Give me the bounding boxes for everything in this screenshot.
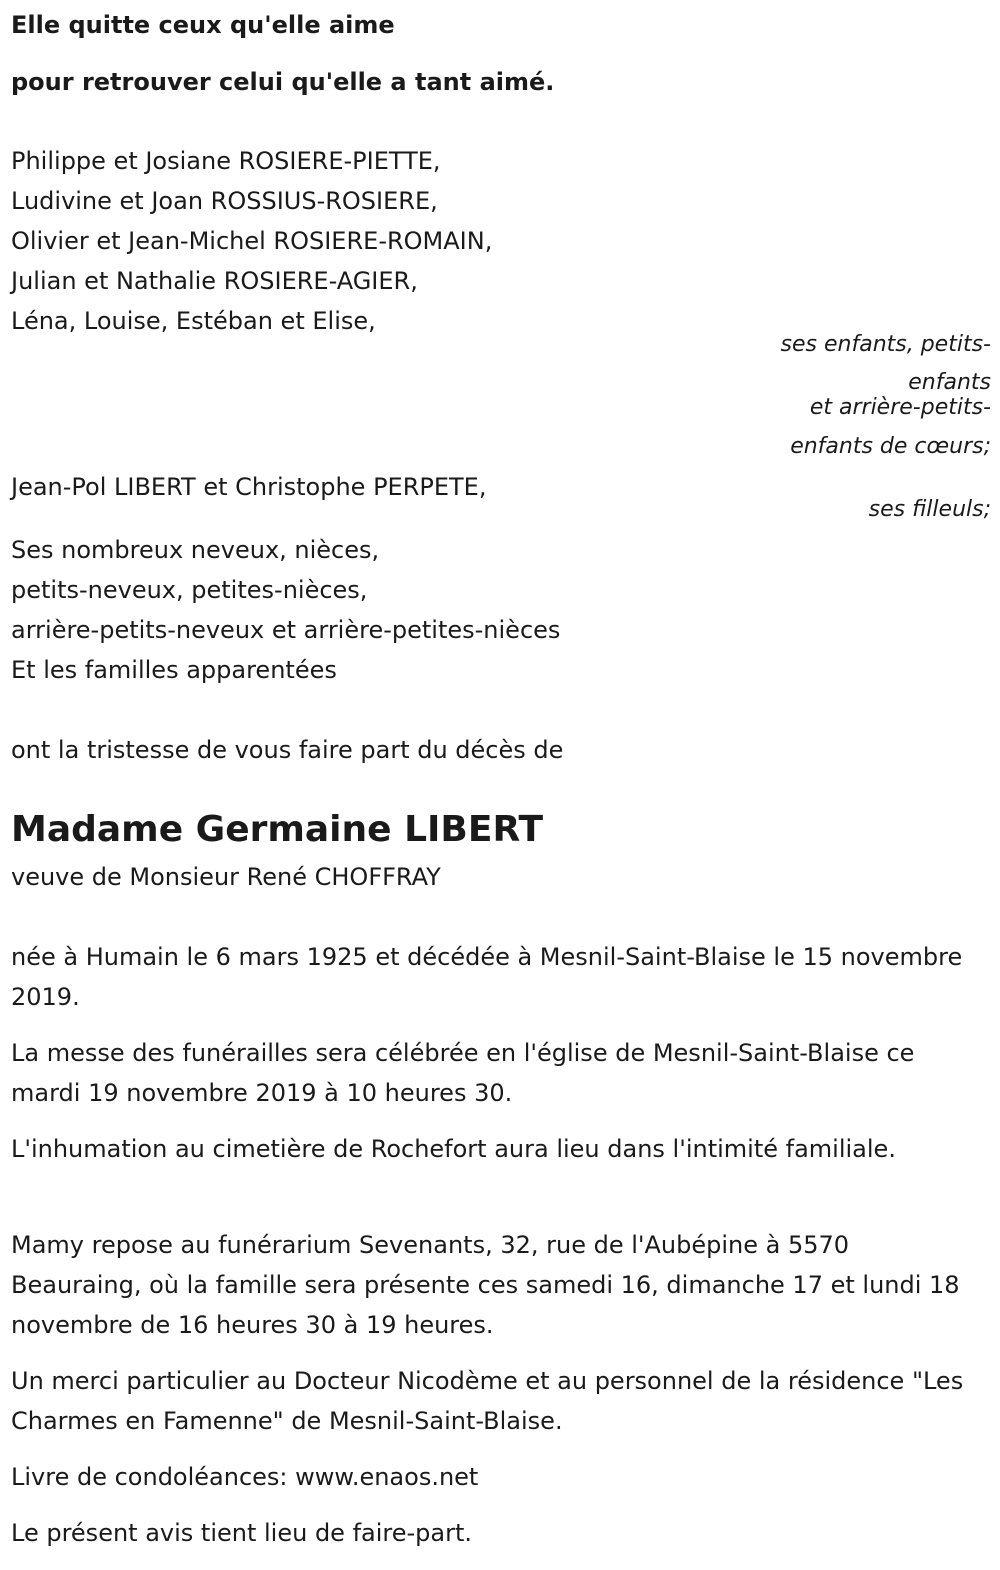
- birth-death-paragraph: née à Humain le 6 mars 1925 et décédée à Mesnil-Saint-Blaise le 15 novembre 2019.: [11, 943, 963, 1011]
- children-role-line: enfants de cœurs;: [790, 434, 991, 459]
- deceased-name: Madame Germaine LIBERT: [11, 809, 544, 850]
- relatives-line: petits-neveux, petites-nièces,: [11, 576, 368, 604]
- family-children-line: Olivier et Jean-Michel ROSIERE-ROMAIN,: [11, 227, 493, 255]
- children-role-line: et arrière-petits-: [809, 395, 991, 420]
- deceased-subtitle: veuve de Monsieur René CHOFFRAY: [11, 863, 441, 891]
- relatives-line: arrière-petits-neveux et arrière-petites-nièces: [11, 616, 561, 644]
- epigraph-line-1: Elle quitte ceux qu'elle aime: [11, 11, 395, 39]
- announcement: ont la tristesse de vous faire part du décès de: [11, 736, 564, 764]
- godsons-line: Jean-Pol LIBERT et Christophe PERPETE,: [11, 473, 487, 501]
- children-role-line: enfants: [908, 370, 991, 395]
- epigraph-line-2: pour retrouver celui qu'elle a tant aimé.: [11, 68, 555, 96]
- relatives-line: Ses nombreux neveux, nièces,: [11, 536, 380, 564]
- condolences-paragraph: Livre de condoléances: www.enaos.net: [11, 1463, 479, 1491]
- godsons-role: ses filleuls;: [868, 497, 991, 522]
- thanks-paragraph: Un merci particulier au Docteur Nicodème et au personnel de la résidence "Les Charmes en Famenne" de Mesnil-Saint-Blaise.: [11, 1367, 964, 1435]
- notice-paragraph: Le présent avis tient lieu de faire-part.: [11, 1519, 473, 1547]
- obituary-notice: [11, 0, 991, 1570]
- children-role-line: ses enfants, petits-: [780, 332, 991, 357]
- relatives-line: Et les familles apparentées: [11, 656, 337, 684]
- family-children-line: Julian et Nathalie ROSIERE-AGIER,: [11, 267, 418, 295]
- funeral-mass-paragraph: La messe des funérailles sera célébrée en l'église de Mesnil-Saint-Blaise ce mardi 19 novembre 2019 à 10 heures 30.: [11, 1039, 915, 1107]
- family-children-line: Ludivine et Joan ROSSIUS-ROSIERE,: [11, 187, 438, 215]
- family-children-line: Léna, Louise, Estéban et Elise,: [11, 307, 376, 335]
- family-children-line: Philippe et Josiane ROSIERE-PIETTE,: [11, 147, 441, 175]
- burial-paragraph: L'inhumation au cimetière de Rochefort aura lieu dans l'intimité familiale.: [11, 1135, 896, 1163]
- funeral-home-paragraph: Mamy repose au funérarium Sevenants, 32, rue de l'Aubépine à 5570 Beauraing, où la famille sera présente ces samedi 16, dimanche 17 et lundi 18 novembre de 16 heures 30 à 19 heures.: [11, 1231, 960, 1339]
